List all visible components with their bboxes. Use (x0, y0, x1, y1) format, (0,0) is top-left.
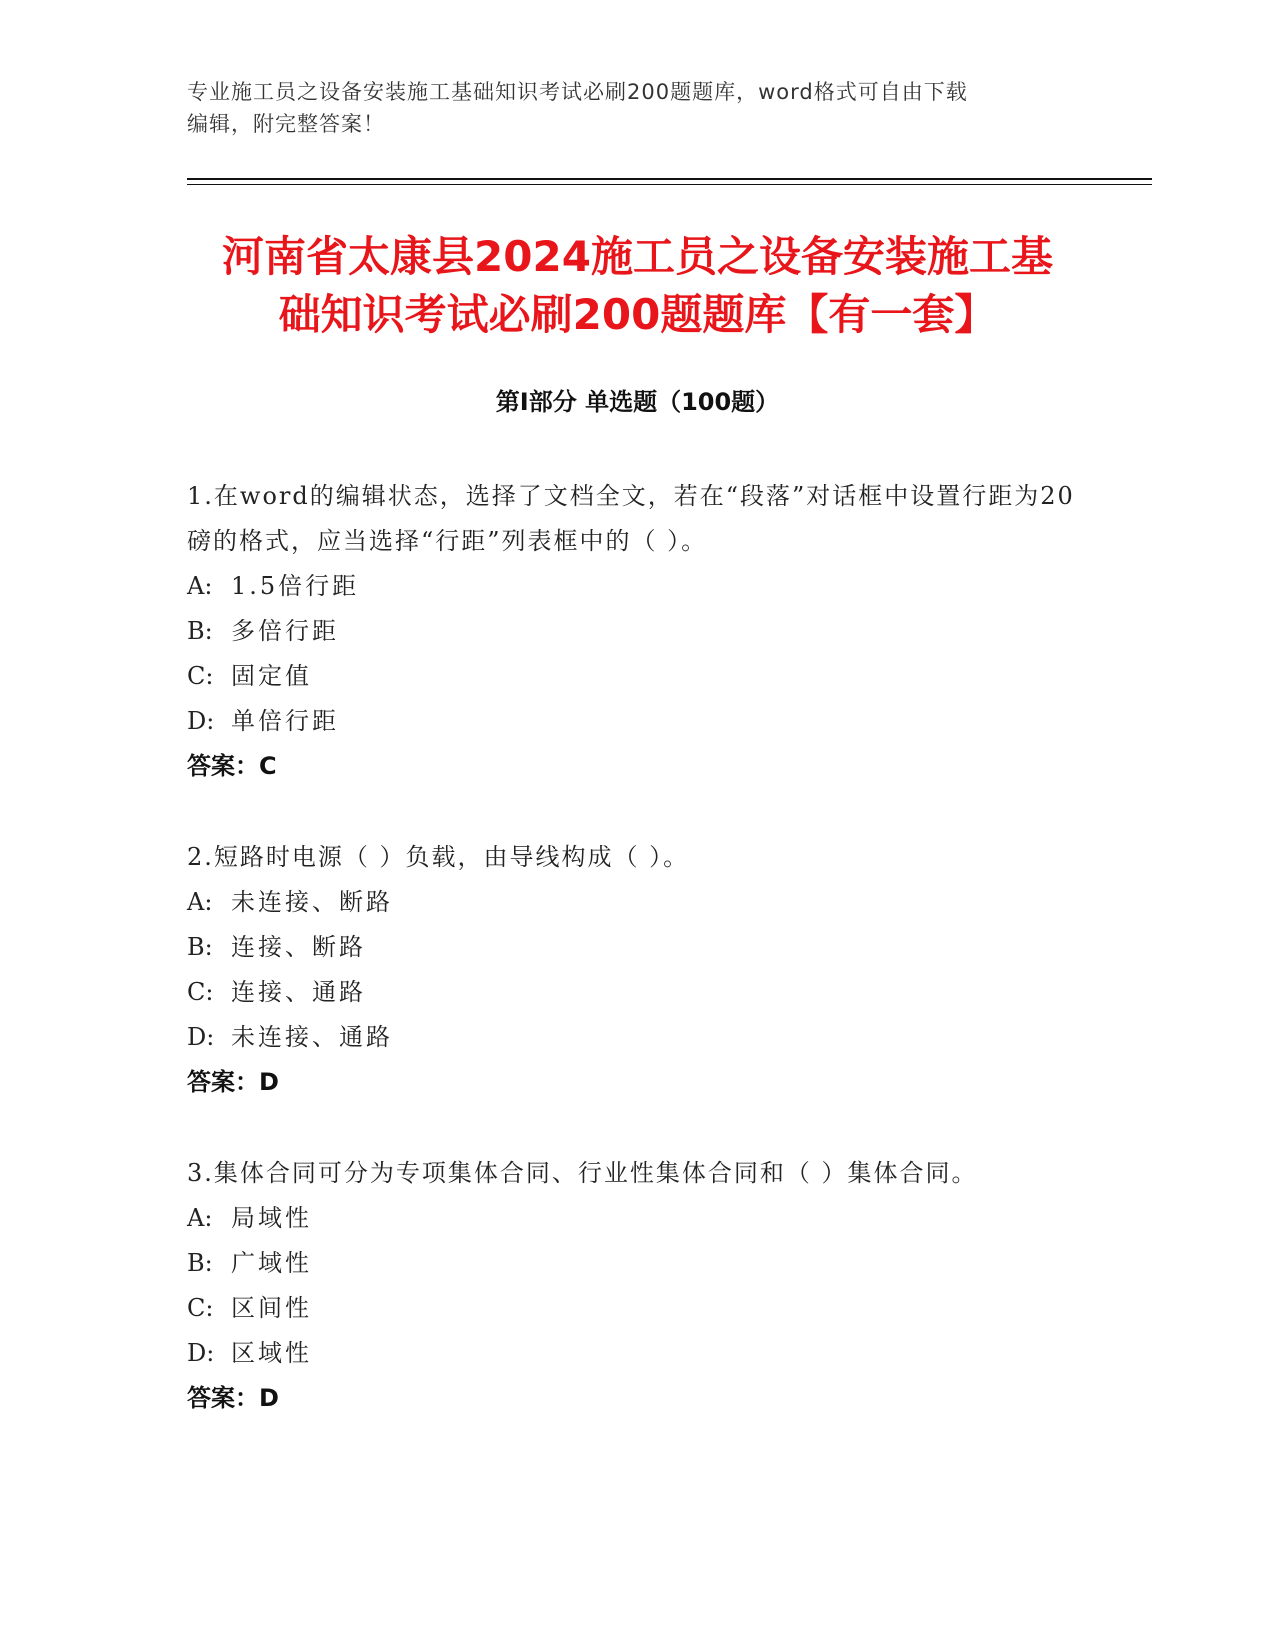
question-stem: 3.集体合同可分为专项集体合同、行业性集体合同和（ ）集体合同。 (187, 1159, 978, 1187)
option-letter: A: (187, 888, 213, 916)
header-divider-thick (187, 178, 1152, 180)
option-b (187, 925, 1092, 970)
option-c (187, 970, 1092, 1015)
option-letter: C: (187, 1294, 214, 1322)
option-text: 未连接、断路 (231, 888, 393, 916)
option-c (187, 1286, 1092, 1331)
option-letter: A: (187, 1204, 213, 1232)
option-letter: B: (187, 1249, 213, 1277)
option-text: 连接、断路 (231, 933, 366, 961)
option-letter: D: (187, 1339, 215, 1367)
section-heading: 第Ⅰ部分 单选题（100题） (495, 388, 780, 416)
option-letter: B: (187, 617, 213, 645)
option-text: 区域性 (231, 1339, 312, 1367)
option-d (187, 1015, 1092, 1060)
document-title-line-2: 础知识考试必刷200题题库【有一套】 (278, 290, 997, 339)
question-stem: 1.在word的编辑状态，选择了文档全文，若在“段落”对话框中设置行距为20磅的格式，应当选择“行距”列表框中的（ ）。 (187, 482, 1075, 555)
question-1 (187, 474, 1092, 789)
option-d (187, 1331, 1092, 1376)
option-c (187, 654, 1092, 699)
option-a (187, 564, 1092, 609)
option-letter: B: (187, 933, 213, 961)
header-note-line-1: 专业施工员之设备安装施工基础知识考试必刷200题题库，word格式可自由下载 (187, 80, 968, 104)
option-letter: C: (187, 662, 214, 690)
option-text: 固定值 (231, 662, 312, 690)
option-d (187, 699, 1092, 744)
option-b (187, 1241, 1092, 1286)
question-2 (187, 835, 1092, 1105)
document-title-line-1: 河南省太康县2024施工员之设备安装施工基 (222, 232, 1053, 281)
option-letter: D: (187, 707, 215, 735)
option-text: 1.5倍行距 (231, 572, 360, 600)
question-stem: 2.短路时电源（ ）负载，由导线构成（ ）。 (187, 843, 690, 871)
option-text: 单倍行距 (231, 707, 339, 735)
header-note (187, 76, 1077, 140)
header-divider-thin (187, 184, 1152, 185)
document-title (180, 228, 1095, 344)
option-a (187, 880, 1092, 925)
header-note-line-2: 编辑，附完整答案！ (187, 112, 385, 136)
option-text: 连接、通路 (231, 978, 366, 1006)
question-list (187, 474, 1092, 1467)
option-text: 区间性 (231, 1294, 312, 1322)
question-3 (187, 1151, 1092, 1421)
option-letter: D: (187, 1023, 215, 1051)
answer-line: 答案：D (187, 1068, 279, 1096)
option-letter: A: (187, 572, 213, 600)
answer-line: 答案：C (187, 752, 277, 780)
option-text: 多倍行距 (231, 617, 339, 645)
option-text: 局域性 (231, 1204, 312, 1232)
option-b (187, 609, 1092, 654)
option-letter: C: (187, 978, 214, 1006)
option-a (187, 1196, 1092, 1241)
answer-line: 答案：D (187, 1384, 279, 1412)
option-text: 广域性 (231, 1249, 312, 1277)
option-text: 未连接、通路 (231, 1023, 393, 1051)
